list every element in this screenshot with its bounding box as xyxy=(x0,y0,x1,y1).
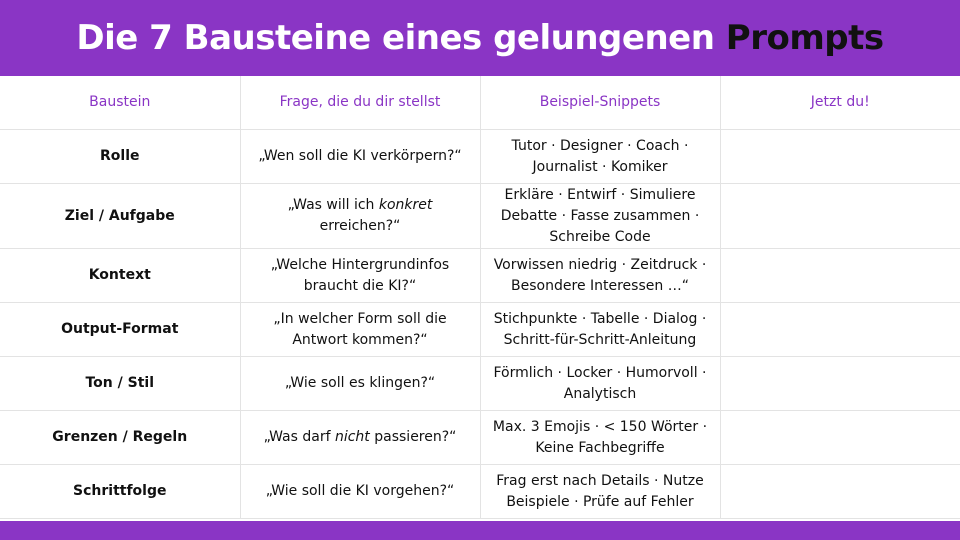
frage-text: „Was darf xyxy=(263,429,335,445)
table-row xyxy=(0,130,960,184)
title-accent: Prompts xyxy=(725,18,884,58)
table-row xyxy=(0,249,960,303)
beispiel-cell: Stichpunkte · Tabelle · Dialog · Schritt-für-Schritt-Anleitung xyxy=(480,303,720,357)
jetzt-du-cell[interactable] xyxy=(720,303,960,357)
frage-cell xyxy=(240,465,480,519)
title-banner xyxy=(0,0,960,76)
table-row xyxy=(0,411,960,465)
baustein-cell: Grenzen / Regeln xyxy=(0,411,240,465)
frage-text-end: passieren?“ xyxy=(369,429,457,445)
frage-text: „Wen soll die KI verkörpern?“ xyxy=(258,148,462,164)
jetzt-du-cell[interactable] xyxy=(720,411,960,465)
table-row xyxy=(0,184,960,249)
frage-text-end: erreichen?“ xyxy=(319,218,401,234)
beispiel-cell: Erkläre · Entwirf · Simuliere Debatte · Fasse zusammen · Schreibe Code xyxy=(480,184,720,249)
beispiel-cell: Tutor · Designer · Coach · Journalist · Komiker xyxy=(480,130,720,184)
frage-emphasis: konkret xyxy=(378,197,433,213)
beispiel-cell: Vorwissen niedrig · Zeitdruck · Besondere Interessen …“ xyxy=(480,249,720,303)
frage-text: „Welche Hintergrundinfos braucht die KI?“ xyxy=(270,256,450,294)
title-main: Die 7 Bausteine eines gelungenen xyxy=(76,18,715,58)
baustein-cell: Output-Format xyxy=(0,303,240,357)
column-header-baustein: Baustein xyxy=(0,76,240,130)
prompt-building-blocks-table xyxy=(0,76,960,519)
frage-text: „Wie soll die KI vorgehen?“ xyxy=(265,483,455,499)
jetzt-du-cell[interactable] xyxy=(720,357,960,411)
beispiel-cell: Frag erst nach Details · Nutze Beispiele · Prüfe auf Fehler xyxy=(480,465,720,519)
frage-text: „Was will ich xyxy=(287,197,379,213)
frage-text: „Wie soll es klingen?“ xyxy=(284,375,436,391)
baustein-cell: Schrittfolge xyxy=(0,465,240,519)
jetzt-du-cell[interactable] xyxy=(720,249,960,303)
column-header-frage: Frage, die du dir stellst xyxy=(240,76,480,130)
baustein-cell: Rolle xyxy=(0,130,240,184)
baustein-cell: Ton / Stil xyxy=(0,357,240,411)
table-row xyxy=(0,465,960,519)
baustein-cell: Ziel / Aufgabe xyxy=(0,184,240,249)
column-header-jetzt-du: Jetzt du! xyxy=(720,76,960,130)
frage-cell xyxy=(240,249,480,303)
baustein-cell: Kontext xyxy=(0,249,240,303)
page-title xyxy=(76,18,883,58)
frage-cell xyxy=(240,130,480,184)
beispiel-cell: Förmlich · Locker · Humorvoll · Analytisch xyxy=(480,357,720,411)
frage-cell xyxy=(240,411,480,465)
frage-emphasis: nicht xyxy=(334,429,370,445)
jetzt-du-cell[interactable] xyxy=(720,130,960,184)
frage-cell xyxy=(240,303,480,357)
table-row xyxy=(0,357,960,411)
beispiel-cell: Max. 3 Emojis · < 150 Wörter · Keine Fachbegriffe xyxy=(480,411,720,465)
table-row xyxy=(0,303,960,357)
jetzt-du-cell[interactable] xyxy=(720,465,960,519)
frage-cell xyxy=(240,357,480,411)
column-header-beispiel: Beispiel-Snippets xyxy=(480,76,720,130)
frage-text: „In welcher Form soll die Antwort kommen?“ xyxy=(273,310,447,348)
frage-cell xyxy=(240,184,480,249)
footer-bar xyxy=(0,521,960,540)
jetzt-du-cell[interactable] xyxy=(720,184,960,249)
table-header-row xyxy=(0,76,960,130)
